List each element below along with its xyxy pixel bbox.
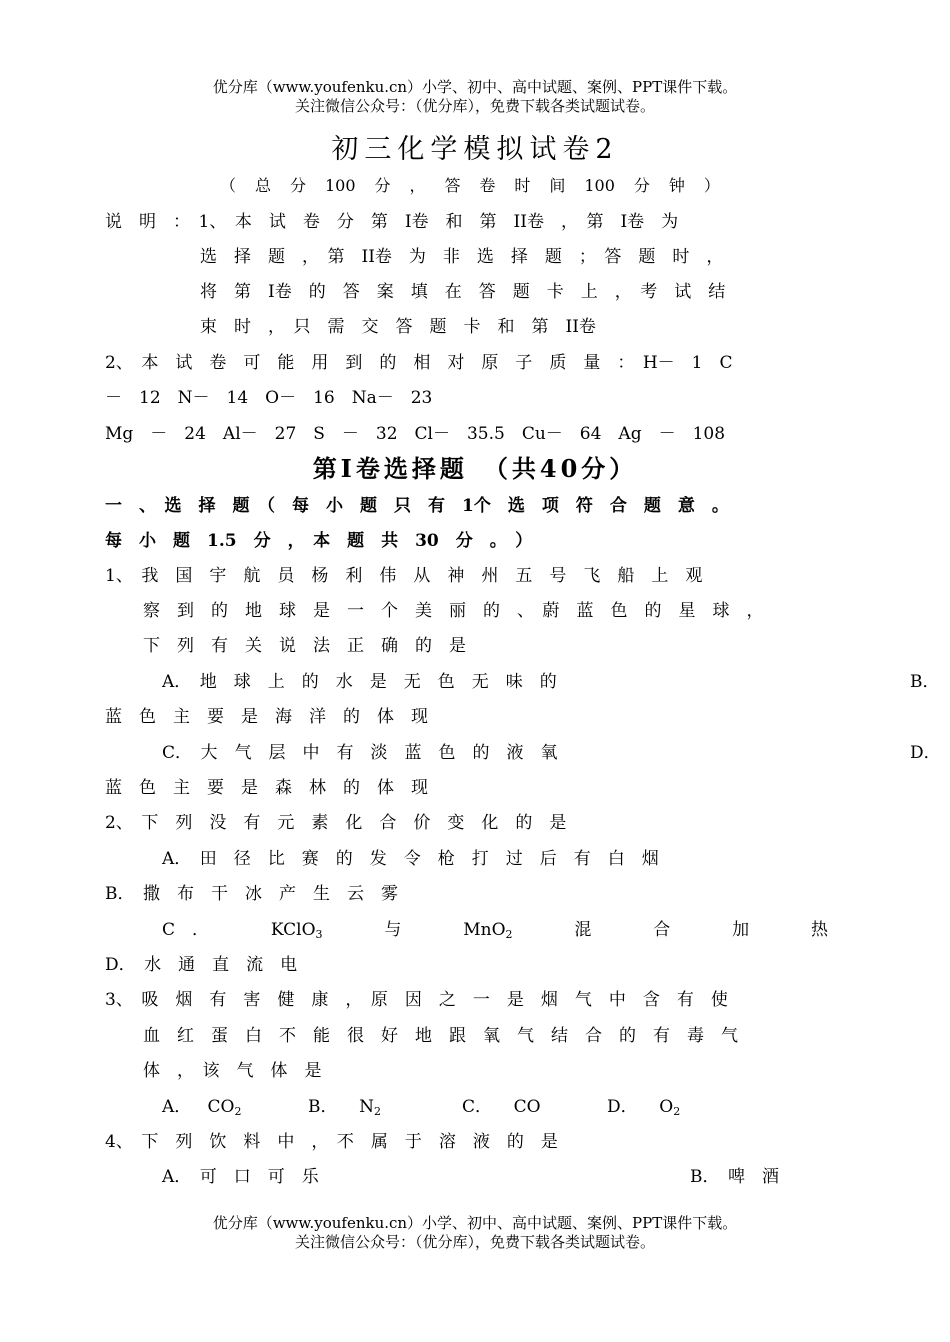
formula-subscript: 2 xyxy=(673,1105,681,1118)
question-3-option-c xyxy=(462,1096,541,1118)
instructions-line: 说 明 ： 1、 本 试 卷 分 第 I卷 和 第 II卷 ， 第 I卷 为 xyxy=(105,212,679,232)
meta-token: 分 xyxy=(374,176,391,195)
question-1-option-d-label: D． xyxy=(910,743,941,763)
footer-line-1: 优分库（www.youfenku.cn）小学、初中、高中试题、案例、PPT课件下载。 xyxy=(212,1214,738,1232)
question-3-option-a xyxy=(162,1096,241,1118)
question-1-option-b: 蓝 色 主 要 是 海 洋 的 体 现 xyxy=(105,707,428,727)
formula-kclo3 xyxy=(271,919,323,941)
instructions-line: － 12 N－ 14 O－ 16 Na－ 23 xyxy=(105,388,433,408)
meta-token: 钟 xyxy=(668,176,685,195)
question-2-option-c xyxy=(162,919,828,941)
meta-token: 总 xyxy=(254,176,271,195)
question-1-stem: 察 到 的 地 球 是 一 个 美 丽 的 、 蔚 蓝 色 的 星 球 ， xyxy=(143,601,764,621)
word: 热 xyxy=(810,920,828,940)
section-heading: 一 、 选 择 题 （ 每 小 题 只 有 1个 选 项 符 合 题 意 。 xyxy=(105,496,729,516)
question-3-option-d xyxy=(607,1096,680,1118)
formula-text: N xyxy=(359,1097,374,1117)
question-3-option-b xyxy=(308,1096,381,1118)
word: 混 xyxy=(574,920,592,940)
section-heading: 每 小 题 1.5 分 ， 本 题 共 30 分 。 ） xyxy=(105,531,533,551)
question-1-option-c: C． 大 气 层 中 有 淡 蓝 色 的 液 氧 xyxy=(162,743,558,763)
question-3-stem: 血 红 蛋 白 不 能 很 好 地 跟 氧 气 结 合 的 有 毒 气 xyxy=(143,1026,738,1046)
formula-text: KClO xyxy=(270,920,316,940)
meta-token: 间 xyxy=(549,176,566,195)
meta-token: 分 xyxy=(633,176,650,195)
formula-subscript: 2 xyxy=(234,1105,242,1118)
question-2-option-b: B． 撒 布 干 冰 产 生 云 雾 xyxy=(105,884,398,904)
instructions-line: Mg － 24 Al－ 27 S － 32 Cl－ 35.5 Cu－ 64 Ag － 108 xyxy=(105,424,726,444)
option-label: C． xyxy=(462,1097,493,1117)
question-3-stem: 体 ， 该 气 体 是 xyxy=(143,1061,322,1081)
question-4-stem: 4、 下 列 饮 料 中 ， 不 属 于 溶 液 的 是 xyxy=(105,1132,558,1152)
option-c-label: C ． xyxy=(162,920,210,940)
formula-text: CO xyxy=(513,1097,541,1117)
instructions-line: 选 择 题 ， 第 II卷 为 非 选 择 题 ； 答 题 时 ， xyxy=(200,247,724,267)
meta-token: 答 xyxy=(444,176,461,195)
instructions-line: 将 第 I卷 的 答 案 填 在 答 题 卡 上 ， 考 试 结 xyxy=(200,282,726,302)
meta-token: 100 xyxy=(584,176,615,195)
instructions-line: 2、 本 试 卷 可 能 用 到 的 相 对 原 子 质 量 ： H－ 1 C xyxy=(105,353,733,373)
question-1-stem: 下 列 有 关 说 法 正 确 的 是 xyxy=(143,636,466,656)
section-title: 第I卷选择题 （共40分） xyxy=(312,454,638,483)
question-2-option-d: D． 水 通 直 流 电 xyxy=(105,955,298,975)
question-2-option-a: A． 田 径 比 赛 的 发 令 枪 打 过 后 有 白 烟 xyxy=(162,849,659,869)
formula-subscript: 3 xyxy=(315,928,323,941)
question-1-option-d: 蓝 色 主 要 是 森 林 的 体 现 xyxy=(105,778,428,798)
word: 合 xyxy=(653,920,671,940)
instructions-line: 束 时 ， 只 需 交 答 题 卡 和 第 II卷 xyxy=(200,317,596,337)
question-1-option-a: A． 地 球 上 的 水 是 无 色 无 味 的 xyxy=(162,672,557,692)
formula-text: CO xyxy=(207,1097,235,1117)
formula-subscript: 2 xyxy=(374,1105,381,1118)
formula-text: O xyxy=(659,1097,674,1117)
meta-token: ， xyxy=(409,176,426,195)
formula-subscript: 2 xyxy=(505,928,513,941)
word: 加 xyxy=(732,920,750,940)
option-label: B． xyxy=(308,1097,338,1117)
header-line-2: 关注微信公众号：（优分库），免费下载各类试题试卷。 xyxy=(294,97,655,115)
question-4-option-a: A． 可 口 可 乐 xyxy=(162,1167,319,1187)
meta-token: 卷 xyxy=(479,176,496,195)
formula-text: MnO xyxy=(463,920,506,940)
question-4-option-b: B． 啤 酒 xyxy=(690,1167,779,1187)
option-label: D． xyxy=(607,1097,638,1117)
meta-token: 100 xyxy=(324,176,356,195)
question-3-stem: 3、 吸 烟 有 害 健 康 ， 原 因 之 一 是 烟 气 中 含 有 使 xyxy=(105,990,728,1010)
question-1-option-b-label: B． xyxy=(910,672,940,692)
exam-meta xyxy=(220,175,720,197)
meta-token: 分 xyxy=(289,176,306,195)
question-2-stem: 2、 下 列 没 有 元 素 化 合 价 变 化 的 是 xyxy=(105,813,567,833)
word: 与 xyxy=(384,920,402,940)
header-line-1: 优分库（www.youfenku.cn）小学、初中、高中试题、案例、PPT课件下载。 xyxy=(212,78,738,96)
meta-token: ） xyxy=(703,176,720,195)
page-title: 初三化学模拟试卷2 xyxy=(331,134,619,165)
option-label: A． xyxy=(162,1097,192,1117)
question-1-stem: 1、 我 国 宇 航 员 杨 利 伟 从 神 州 五 号 飞 船 上 观 xyxy=(105,566,703,586)
meta-token: （ xyxy=(220,176,237,195)
formula-mno2 xyxy=(463,919,512,941)
footer-line-2: 关注微信公众号：（优分库），免费下载各类试题试卷。 xyxy=(294,1233,655,1251)
meta-token: 时 xyxy=(514,176,531,195)
